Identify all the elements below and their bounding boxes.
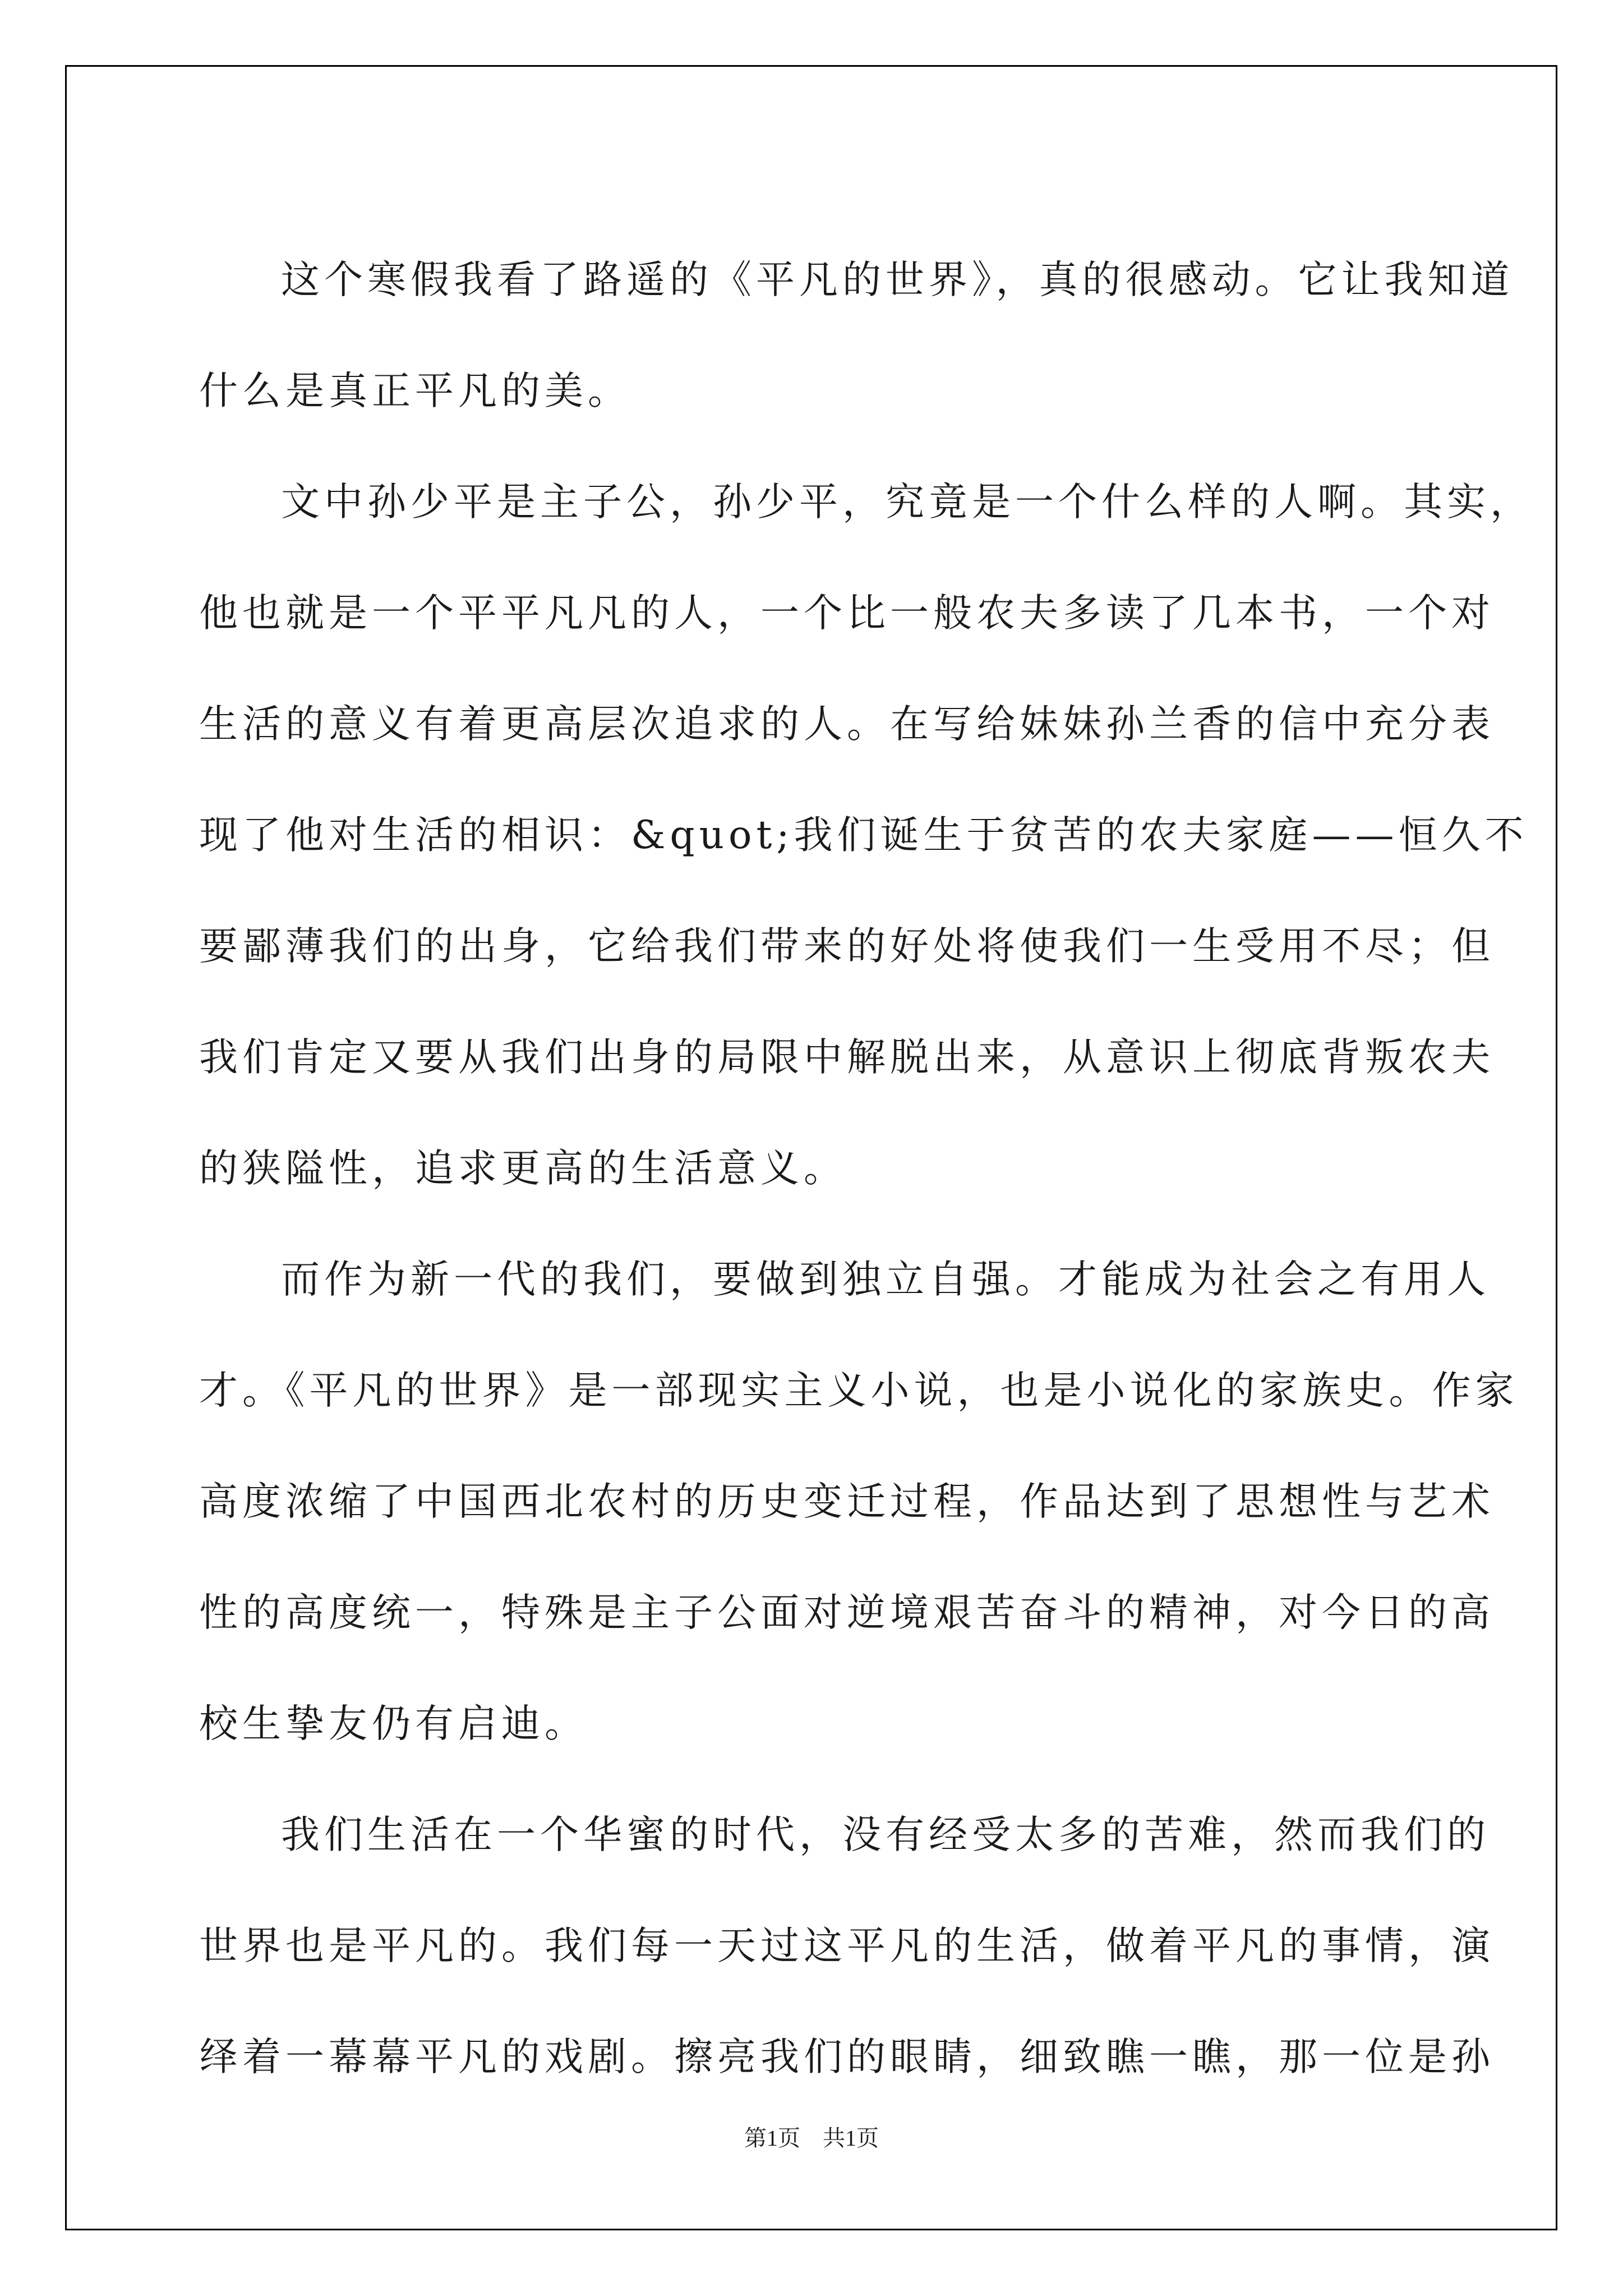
page-number: 第1页 共1页 xyxy=(744,2125,879,2151)
text-line: 文中孙少平是主子公，孙少平，究竟是一个什么样的人啊。其实， xyxy=(281,480,1533,524)
text-line: 的狭隘性，追求更高的生活意义。 xyxy=(199,1146,847,1191)
paragraph-3 xyxy=(199,1224,1519,1779)
paragraph-1 xyxy=(199,224,1514,447)
text-line: 现了他对生活的相识：&quot;我们诞生于贫苦的农夫家庭——恒久不 xyxy=(199,813,1528,858)
text-line: 这个寒假我看了路遥的《平凡的世界》，真的很感动。它让我知道 xyxy=(281,257,1514,302)
text-line: 什么是真正平凡的美。 xyxy=(199,369,631,413)
text-line: 校生挚友仍有启迪。 xyxy=(199,1701,588,1746)
text-line: 而作为新一代的我们，要做到独立自强。才能成为社会之有用人 xyxy=(281,1257,1490,1302)
text-line: 高度浓缩了中国西北农村的历史变迁过程，作品达到了思想性与艺术 xyxy=(199,1479,1495,1524)
paragraph-4 xyxy=(199,1779,1495,2113)
document-body xyxy=(199,224,1533,2113)
text-line: 要鄙薄我们的出身，它给我们带来的好处将使我们一生受用不尽；但 xyxy=(199,924,1495,969)
text-line: 才。《平凡的世界》是一部现实主义小说，也是小说化的家族史。作家 xyxy=(199,1368,1519,1413)
text-line: 我们肯定又要从我们出身的局限中解脱出来，从意识上彻底背叛农夫 xyxy=(199,1035,1495,1080)
text-line: 生活的意义有着更高层次追求的人。在写给妹妹孙兰香的信中充分表 xyxy=(199,702,1495,747)
text-line: 性的高度统一，特殊是主子公面对逆境艰苦奋斗的精神，对今日的高 xyxy=(199,1590,1495,1635)
page-footer xyxy=(0,2120,1623,2152)
text-line: 绎着一幕幕平凡的戏剧。擦亮我们的眼睛，细致瞧一瞧，那一位是孙 xyxy=(199,2035,1495,2079)
paragraph-2 xyxy=(199,447,1533,1224)
text-line: 我们生活在一个华蜜的时代，没有经受太多的苦难，然而我们的 xyxy=(281,1812,1490,1857)
text-line: 他也就是一个平平凡凡的人，一个比一般农夫多读了几本书，一个对 xyxy=(199,591,1495,636)
text-line: 世界也是平凡的。我们每一天过这平凡的生活，做着平凡的事情，演 xyxy=(199,1924,1495,1968)
